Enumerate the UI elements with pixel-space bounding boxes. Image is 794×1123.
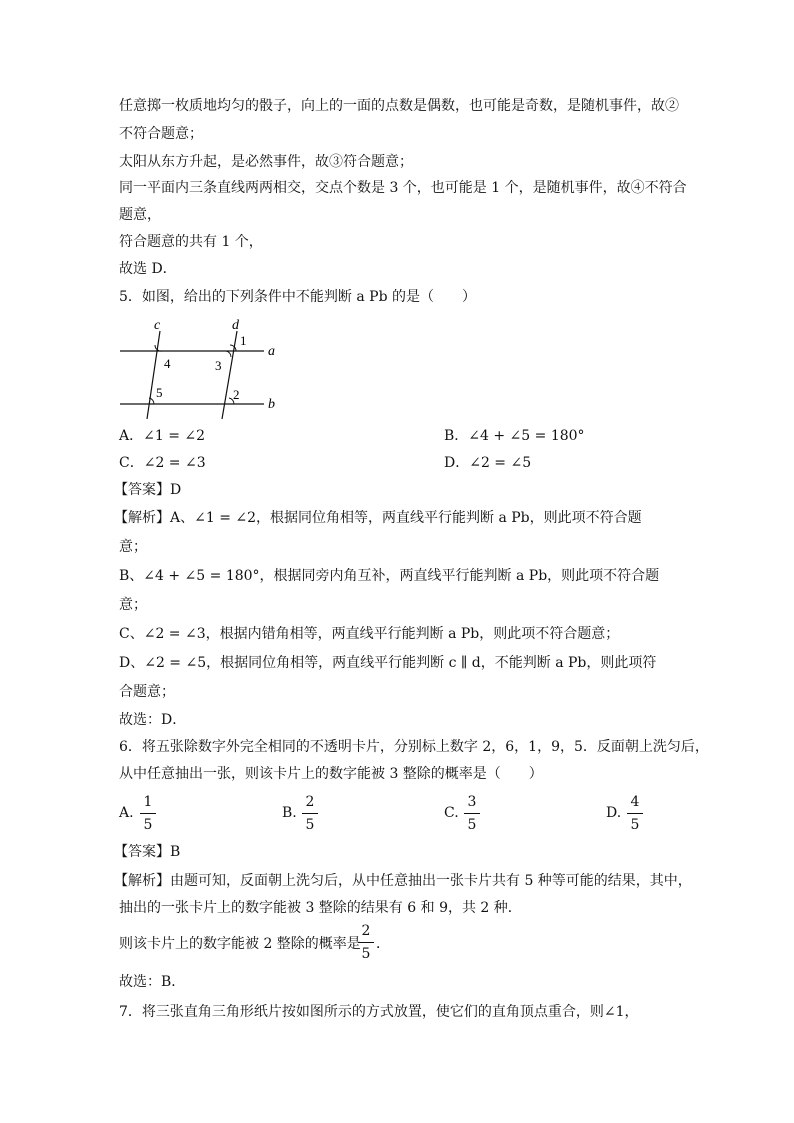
fraction-numerator: 4 bbox=[630, 794, 640, 810]
line-label-a: a bbox=[268, 344, 275, 359]
fraction-numerator: 1 bbox=[143, 794, 153, 810]
sentence-end: ． bbox=[376, 936, 390, 952]
option-b-letter: B. bbox=[282, 805, 297, 821]
fraction-denominator: 5 bbox=[143, 817, 153, 833]
option-d-letter: D. bbox=[606, 805, 622, 821]
text-line: 任意掷一枚质地均匀的骰子，向上的一面的点数是偶数，也可能是奇数，是随机事件，故② bbox=[119, 98, 679, 114]
text-line: 题意， bbox=[119, 207, 161, 223]
analysis-line: D、∠2 = ∠5，根据同位角相等，两直线平行能判断 c ∥ d，不能判断 a Pb，则此项符 bbox=[119, 655, 657, 671]
fraction-denominator: 5 bbox=[305, 817, 315, 833]
answer-5: 【答案】D bbox=[114, 482, 182, 498]
probability-fraction bbox=[358, 922, 374, 963]
analysis-line: 则该卡片上的数字能被 2 整除的概率是 bbox=[119, 936, 361, 952]
fraction-denominator: 5 bbox=[630, 817, 640, 833]
answer-6: 【答案】B bbox=[114, 844, 181, 860]
fraction-bar bbox=[627, 813, 643, 814]
question-6-text: 6．将五张除数字外完全相同的不透明卡片，分别标上数字 2，6，1，9，5．反面朝上洗匀后， bbox=[119, 739, 709, 755]
analysis-line: 抽出的一张卡片上的数字能被 3 整除的结果有 6 和 9，共 2 种． bbox=[119, 900, 522, 916]
analysis-line: 意； bbox=[119, 539, 147, 555]
angle-label-2: 2 bbox=[233, 387, 240, 402]
angle-label-3: 3 bbox=[215, 358, 222, 373]
parallel-lines-figure bbox=[112, 315, 292, 420]
analysis-line: 【解析】由题可知，反面朝上洗匀后，从中任意抽出一张卡片共有 5 种等可能的结果，其中， bbox=[114, 873, 692, 889]
fraction-bar bbox=[140, 813, 156, 814]
text-line: 符合题意的共有 1 个， bbox=[119, 234, 263, 250]
analysis-line: 【解析】A、∠1 = ∠2，根据同位角相等，两直线平行能判断 a Pb，则此项不符合题 bbox=[114, 510, 642, 526]
analysis-line: 故选：D． bbox=[119, 712, 187, 728]
line-label-b: b bbox=[268, 397, 275, 412]
fraction-bar bbox=[358, 942, 374, 943]
fraction-denominator: 5 bbox=[361, 946, 371, 962]
text-line: 同一平面内三条直线两两相交，交点个数是 3 个，也可能是 1 个，是随机事件，故④不符合 bbox=[119, 180, 687, 196]
line-label-c: c bbox=[154, 318, 161, 333]
angle-label-1: 1 bbox=[240, 333, 247, 348]
analysis-line: 意； bbox=[119, 597, 147, 613]
option-c-fraction bbox=[464, 793, 480, 834]
question-5-text: 5．如图，给出的下列条件中不能判断 a Pb 的是（ ） bbox=[119, 289, 476, 305]
angle-label-4: 4 bbox=[164, 356, 171, 371]
option-d-fraction bbox=[627, 793, 643, 834]
text-line: 太阳从东方升起，是必然事件，故③符合题意； bbox=[119, 154, 413, 170]
fraction-bar bbox=[302, 813, 318, 814]
question-7-text: 7．将三张直角三角形纸片按如图所示的方式放置，使它们的直角顶点重合，则∠1， bbox=[119, 1004, 639, 1020]
option-d: D．∠2 = ∠5 bbox=[444, 455, 532, 471]
fraction-bar bbox=[464, 813, 480, 814]
option-a: A．∠1 = ∠2 bbox=[119, 428, 206, 444]
angle-label-5: 5 bbox=[156, 385, 163, 400]
option-c-letter: C. bbox=[444, 805, 459, 821]
analysis-line: C、∠2 = ∠3，根据内错角相等，两直线平行能判断 a Pb，则此项不符合题意； bbox=[119, 626, 620, 642]
analysis-line: B、∠4 + ∠5 = 180°，根据同旁内角互补，两直线平行能判断 a Pb，则此项不符合题 bbox=[119, 568, 660, 584]
analysis-line: 合题意； bbox=[119, 684, 175, 700]
option-b: B．∠4 + ∠5 = 180° bbox=[444, 428, 585, 444]
option-a-fraction bbox=[140, 793, 156, 834]
option-b-fraction bbox=[302, 793, 318, 834]
fraction-numerator: 3 bbox=[467, 794, 477, 810]
question-6-text: 从中任意抽出一张，则该卡片上的数字能被 3 整除的概率是（ ） bbox=[119, 766, 543, 782]
line-label-d: d bbox=[232, 318, 239, 333]
analysis-line: 故选：B． bbox=[119, 974, 186, 990]
fraction-numerator: 2 bbox=[305, 794, 315, 810]
fraction-denominator: 5 bbox=[467, 817, 477, 833]
option-c: C．∠2 = ∠3 bbox=[119, 455, 206, 471]
option-a-letter: A. bbox=[119, 805, 134, 821]
text-line: 故选 D． bbox=[119, 261, 177, 277]
fraction-numerator: 2 bbox=[361, 923, 371, 939]
text-line: 不符合题意； bbox=[119, 126, 203, 142]
